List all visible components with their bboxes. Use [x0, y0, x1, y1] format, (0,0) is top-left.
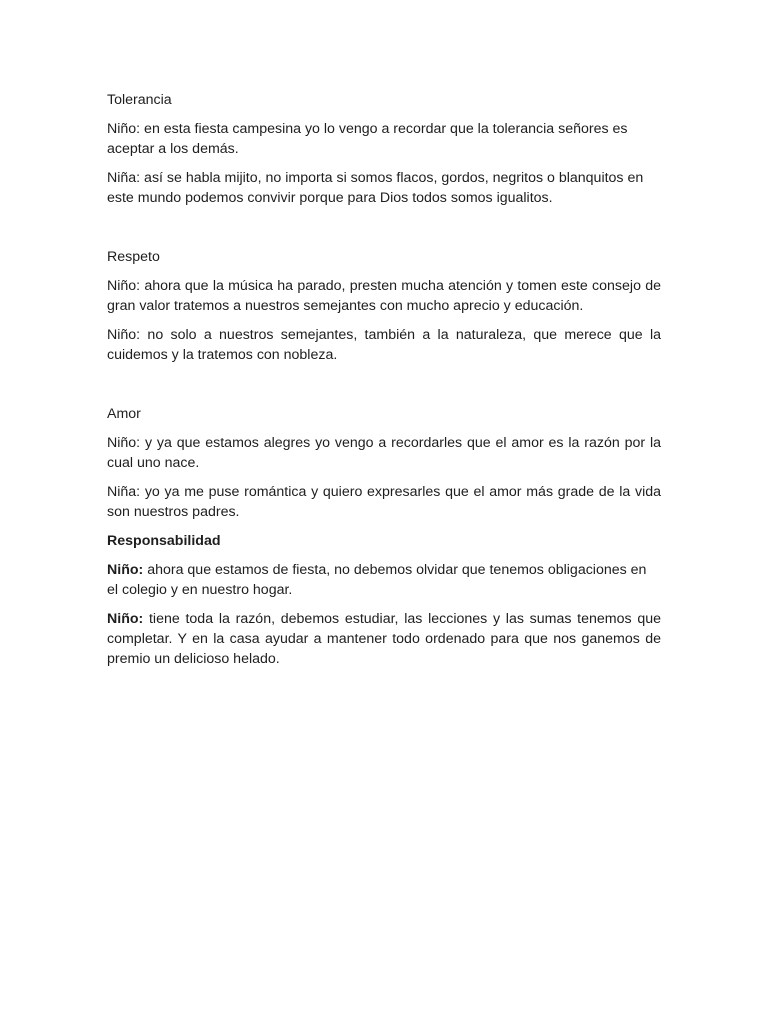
dialogue-line: Niño: en esta fiesta campesina yo lo vengo a recordar que la tolerancia señores es aceptar a los demás. [107, 121, 628, 157]
section-title-tolerancia: Tolerancia [107, 92, 172, 108]
dialogue-line [107, 560, 661, 600]
dialogue-line: Niño: no solo a nuestros semejantes, también a la naturaleza, que merece que la cuidemos y la tratemos con nobleza. [107, 327, 661, 363]
section-title-respeto: Respeto [107, 249, 160, 265]
section-spacer [107, 217, 661, 247]
dialogue-line: Niña: así se habla mijito, no importa si somos flacos, gordos, negritos o blanquitos en este mundo podemos convivir porque para Dios todos somos igualitos. [107, 170, 644, 206]
dialogue-line [107, 609, 661, 669]
dialogue-line: Niña: yo ya me puse romántica y quiero expresarles que el amor más grade de la vida son nuestros padres. [107, 484, 661, 520]
dialogue-text: ahora que estamos de fiesta, no debemos olvidar que tenemos obligaciones en el colegio y en nuestro hogar. [107, 562, 647, 598]
speaker-label: Niño: [107, 562, 144, 578]
dialogue-line: Niño: ahora que la música ha parado, presten mucha atención y tomen este consejo de gran valor tratemos a nuestros semejantes con mucho aprecio y educación. [107, 278, 661, 314]
section-title-amor: Amor [107, 406, 141, 422]
dialogue-text: tiene toda la razón, debemos estudiar, las lecciones y las sumas tenemos que completar. Y en la casa ayudar a mantener todo ordenado para que nos ganemos de premio un delicioso helado. [107, 611, 661, 667]
section-spacer [107, 374, 661, 404]
section-title-responsabilidad: Responsabilidad [107, 533, 221, 549]
speaker-label: Niño: [107, 611, 144, 627]
dialogue-line: Niño: y ya que estamos alegres yo vengo a recordarles que el amor es la razón por la cual uno nace. [107, 435, 661, 471]
